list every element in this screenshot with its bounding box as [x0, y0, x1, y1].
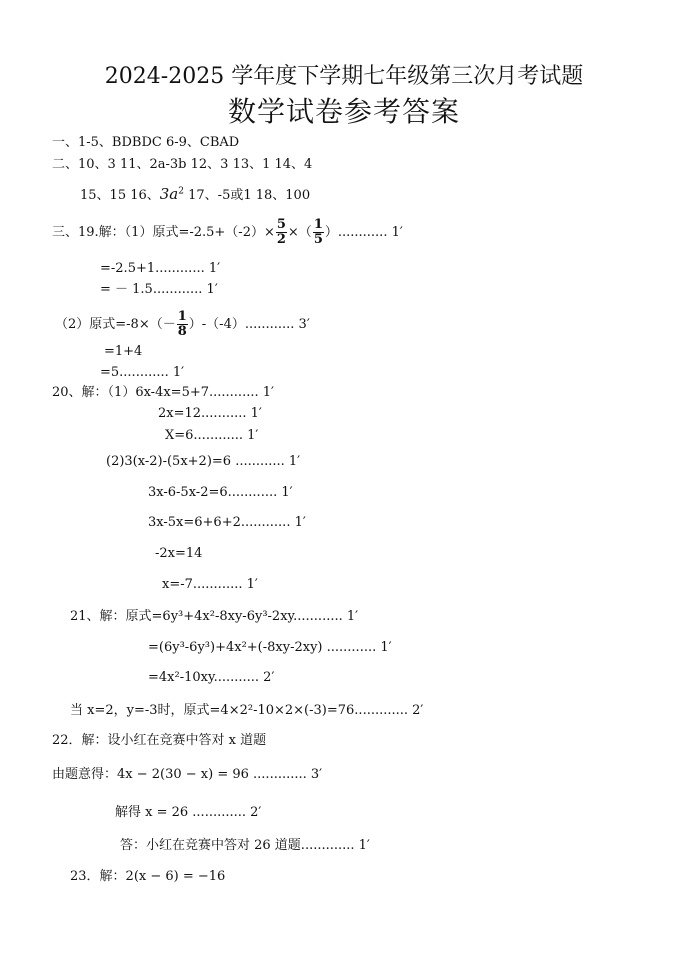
q20-part-2-step-4: -2x=14 [155, 546, 203, 561]
q20-step-2: 2x=12........... 1′ [158, 406, 262, 421]
q20-step-3: X=6............ 1′ [165, 428, 259, 443]
q19-step-3: = － 1.5............ 1′ [100, 282, 218, 297]
q21-step-1: 21、解：原式=6y³+4x²-8xy-6y³-2xy............ 1′ [70, 609, 359, 624]
q19-part-2-step-1: （2）原式=-8×（－ $\frac{1}{8}$ ）-（-4）............ 3′ [55, 309, 310, 339]
q20-part-2-step-5: x=-7............ 1′ [162, 577, 258, 592]
q19-step-1: 三、19.解：（1）原式=-2.5+（-2）× $\frac{5}{2}$ ×（ $\frac{1}{5}$ ）............ 1′ [52, 217, 403, 247]
q23-step-1: 23．解：2(x − 6) = −16 [70, 869, 226, 884]
fraction-1-5: $\frac{1}{5}$ [313, 217, 323, 247]
q19-part-2-step-2: =1+4 [104, 344, 143, 359]
answers-fill-blank-1: 二、10、3 11、2a-3b 12、3 13、1 14、4 [52, 157, 313, 172]
q21-evaluation: 当 x=2，y=-3时，原式=4×2²-10×2×(-3)=76............. 2′ [70, 703, 424, 718]
answers-fill-blank-2: 15、15 16、$3a^2$ 17、-5或1 18、100 [80, 185, 311, 203]
q20-part-2-step-2: 3x-6-5x-2=6............ 1′ [148, 485, 293, 500]
q22-answer: 答：小红在竞赛中答对 26 道题............. 1′ [120, 838, 370, 853]
q19-step-2: =-2.5+1............ 1′ [100, 261, 221, 276]
q20-step-1: 20、解：（1）6x-4x=5+7............ 1′ [52, 385, 274, 400]
q22-setup: 22．解：设小红在竞赛中答对 x 道题 [52, 733, 267, 748]
q20-part-2-step-3: 3x-5x=6+6+2............ 1′ [148, 515, 306, 530]
fraction-1-8: $\frac{1}{8}$ [177, 309, 187, 339]
title-line-2: 数学试卷参考答案 [227, 95, 460, 128]
answers-multiple-choice: 一、1-5、BDBDC 6-9、CBAD [52, 135, 240, 150]
q22-solution: 解得 x = 26 ............. 2′ [115, 805, 262, 820]
fraction-5-2: $\frac{5}{2}$ [276, 217, 286, 247]
q22-equation: 由题意得：4x − 2(30 − x) = 96 ............. 3′ [52, 767, 323, 782]
title-line-1: 2024-2025 学年度下学期七年级第三次月考试题 [104, 64, 584, 89]
q19-part-2-step-3: =5............ 1′ [100, 365, 185, 380]
q21-step-3: =4x²-10xy........... 2′ [148, 670, 275, 685]
q21-step-2: =(6y³-6y³)+4x²+(-8xy-2xy) ............ 1′ [148, 640, 392, 655]
q20-part-2-step-1: (2)3(x-2)-(5x+2)=6 ............ 1′ [106, 454, 301, 469]
